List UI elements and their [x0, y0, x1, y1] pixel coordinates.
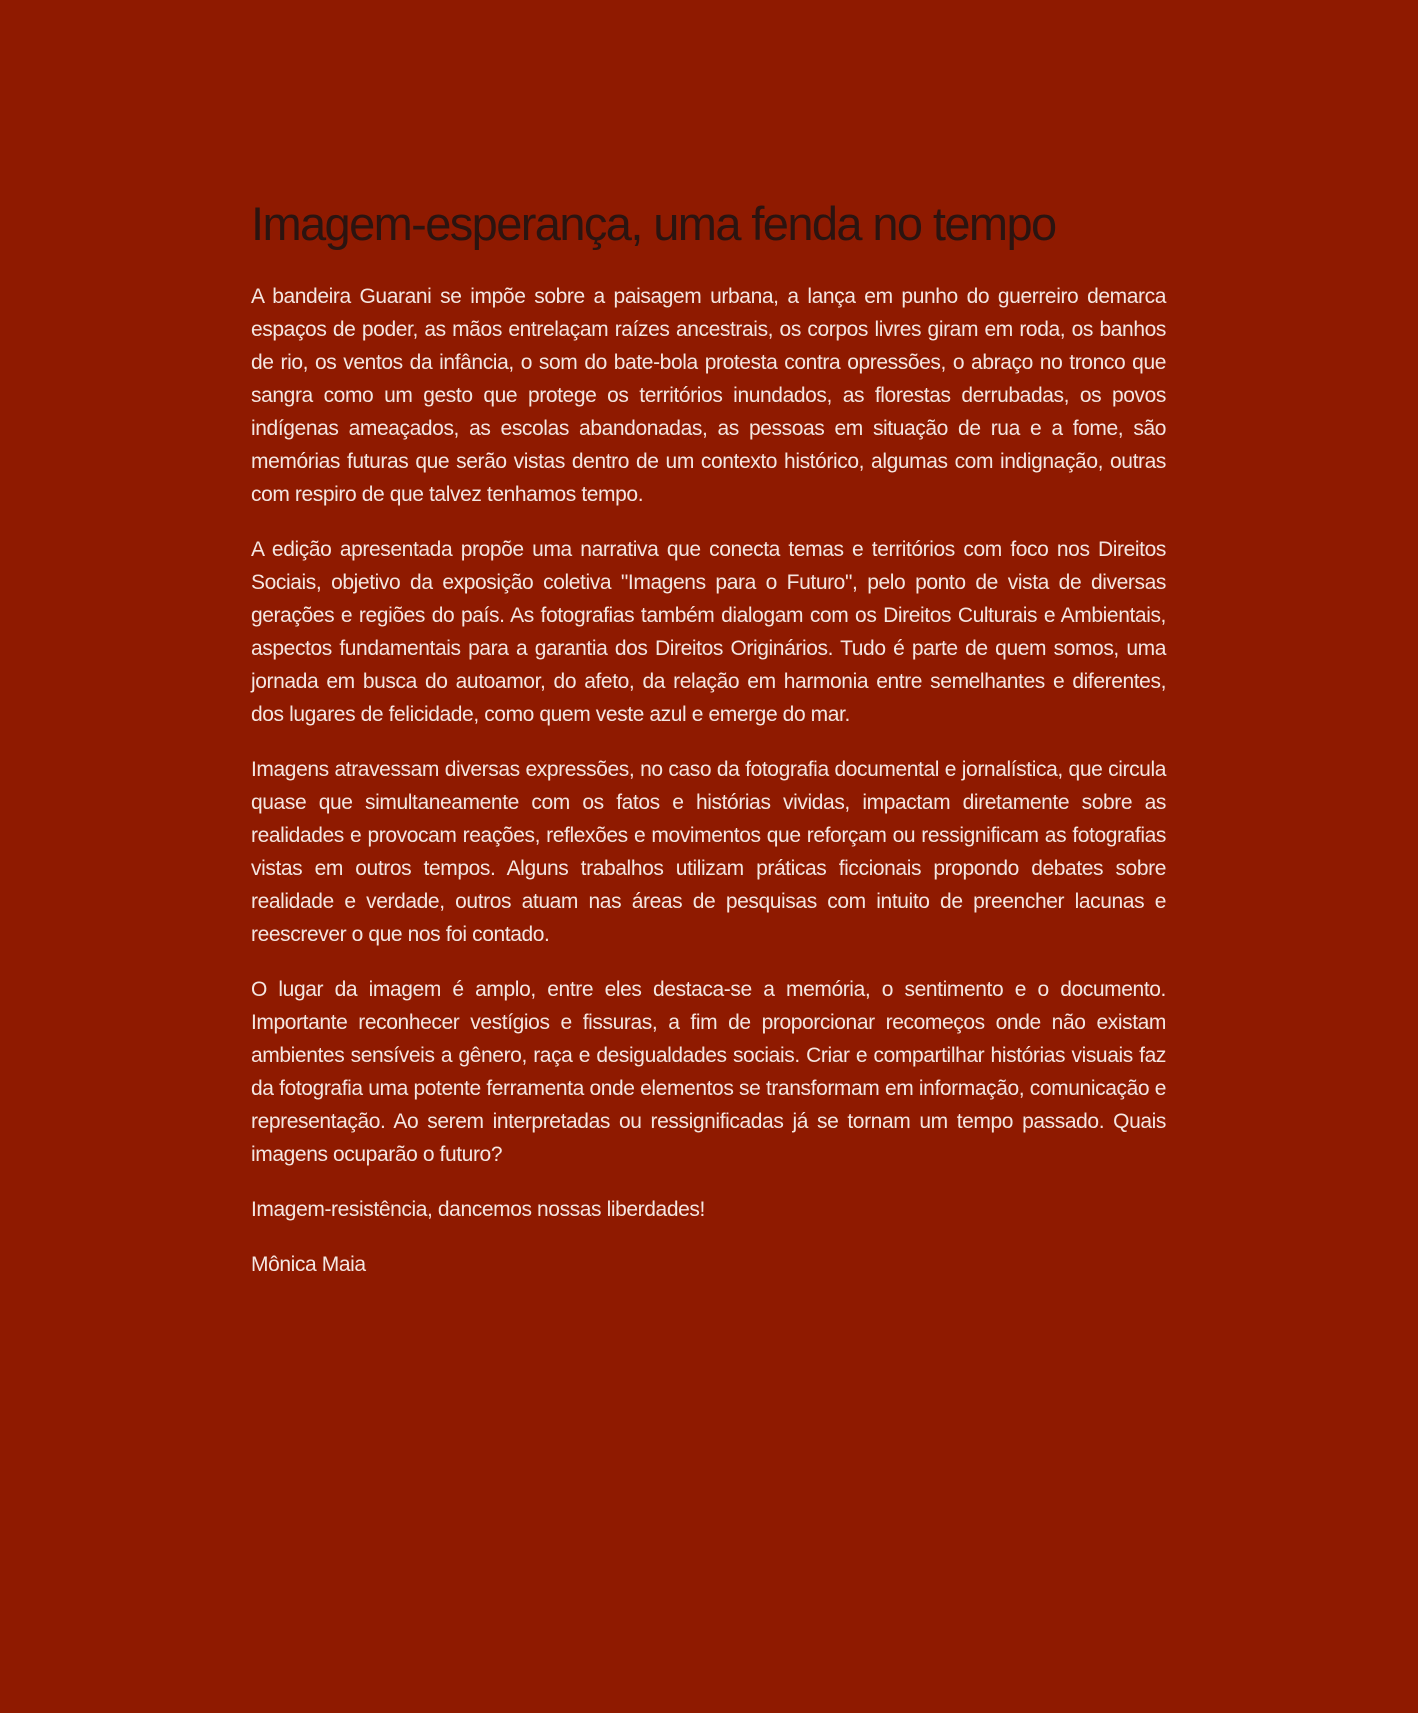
paragraph-3: Imagens atravessam diversas expressões, no caso da fotografia documental e jornalística, que circula quase que simultaneamente com os fatos e histórias vividas, impactam diretamente sobre as realidades e provocam reações, reflexões e movimentos que reforçam ou ressignificam as fotografias vistas em outros tempos. Alguns trabalhos utilizam práticas ficcionais propondo debates sobre realidade e verdade, outros atuam nas áreas de pesquisas com intuito de preencher lacunas e reescrever o que nos foi contado.	[251, 758, 1166, 946]
page-title: Imagem-esperança, uma fenda no tempo	[251, 197, 1056, 250]
paragraph-2: A edição apresentada propõe uma narrativa que conecta temas e territórios com foco nos Direitos Sociais, objetivo da exposição coletiva "Imagens para o Futuro", pelo ponto de vista de diversas gerações e regiões do país. As fotografias também dialogam com os Direitos Culturais e Ambientais, aspectos fundamentais para a garantia dos Direitos Originários. Tudo é parte de quem somos, uma jornada em busca do autoamor, do afeto, da relação em harmonia entre semelhantes e diferentes, dos lugares de felicidade, como quem veste azul e emerge do mar.	[251, 538, 1166, 726]
closing-line: Imagem-resistência, dancemos nossas liberdades!	[251, 1198, 705, 1221]
author-signature: Mônica Maia	[251, 1253, 366, 1276]
article	[251, 196, 1166, 1303]
paragraph-1: A bandeira Guarani se impõe sobre a paisagem urbana, a lança em punho do guerreiro demarca espaços de poder, as mãos entrelaçam raízes ancestrais, os corpos livres giram em roda, os banhos de rio, os ventos da infância, o som do bate-bola protesta contra opressões, o abraço no tronco que sangra como um gesto que protege os territórios inundados, as florestas derrubadas, os povos indígenas ameaçados, as escolas abandonadas, as pessoas em situação de rua e a fome, são memórias futuras que serão vistas dentro de um contexto histórico, algumas com indignação, outras com respiro de que talvez tenhamos tempo.	[251, 285, 1166, 506]
paragraph-4: O lugar da imagem é amplo, entre eles destaca-se a memória, o sentimento e o documento. Importante reconhecer vestígios e fissuras, a fim de proporcionar recomeços onde não existam ambientes sensíveis a gênero, raça e desigualdades sociais. Criar e compartilhar histórias visuais faz da fotografia uma potente ferramenta onde elementos se transformam em informação, comunicação e representação. Ao serem interpretadas ou ressignificadas já se tornam um tempo passado. Quais imagens ocuparão o futuro?	[251, 978, 1166, 1166]
